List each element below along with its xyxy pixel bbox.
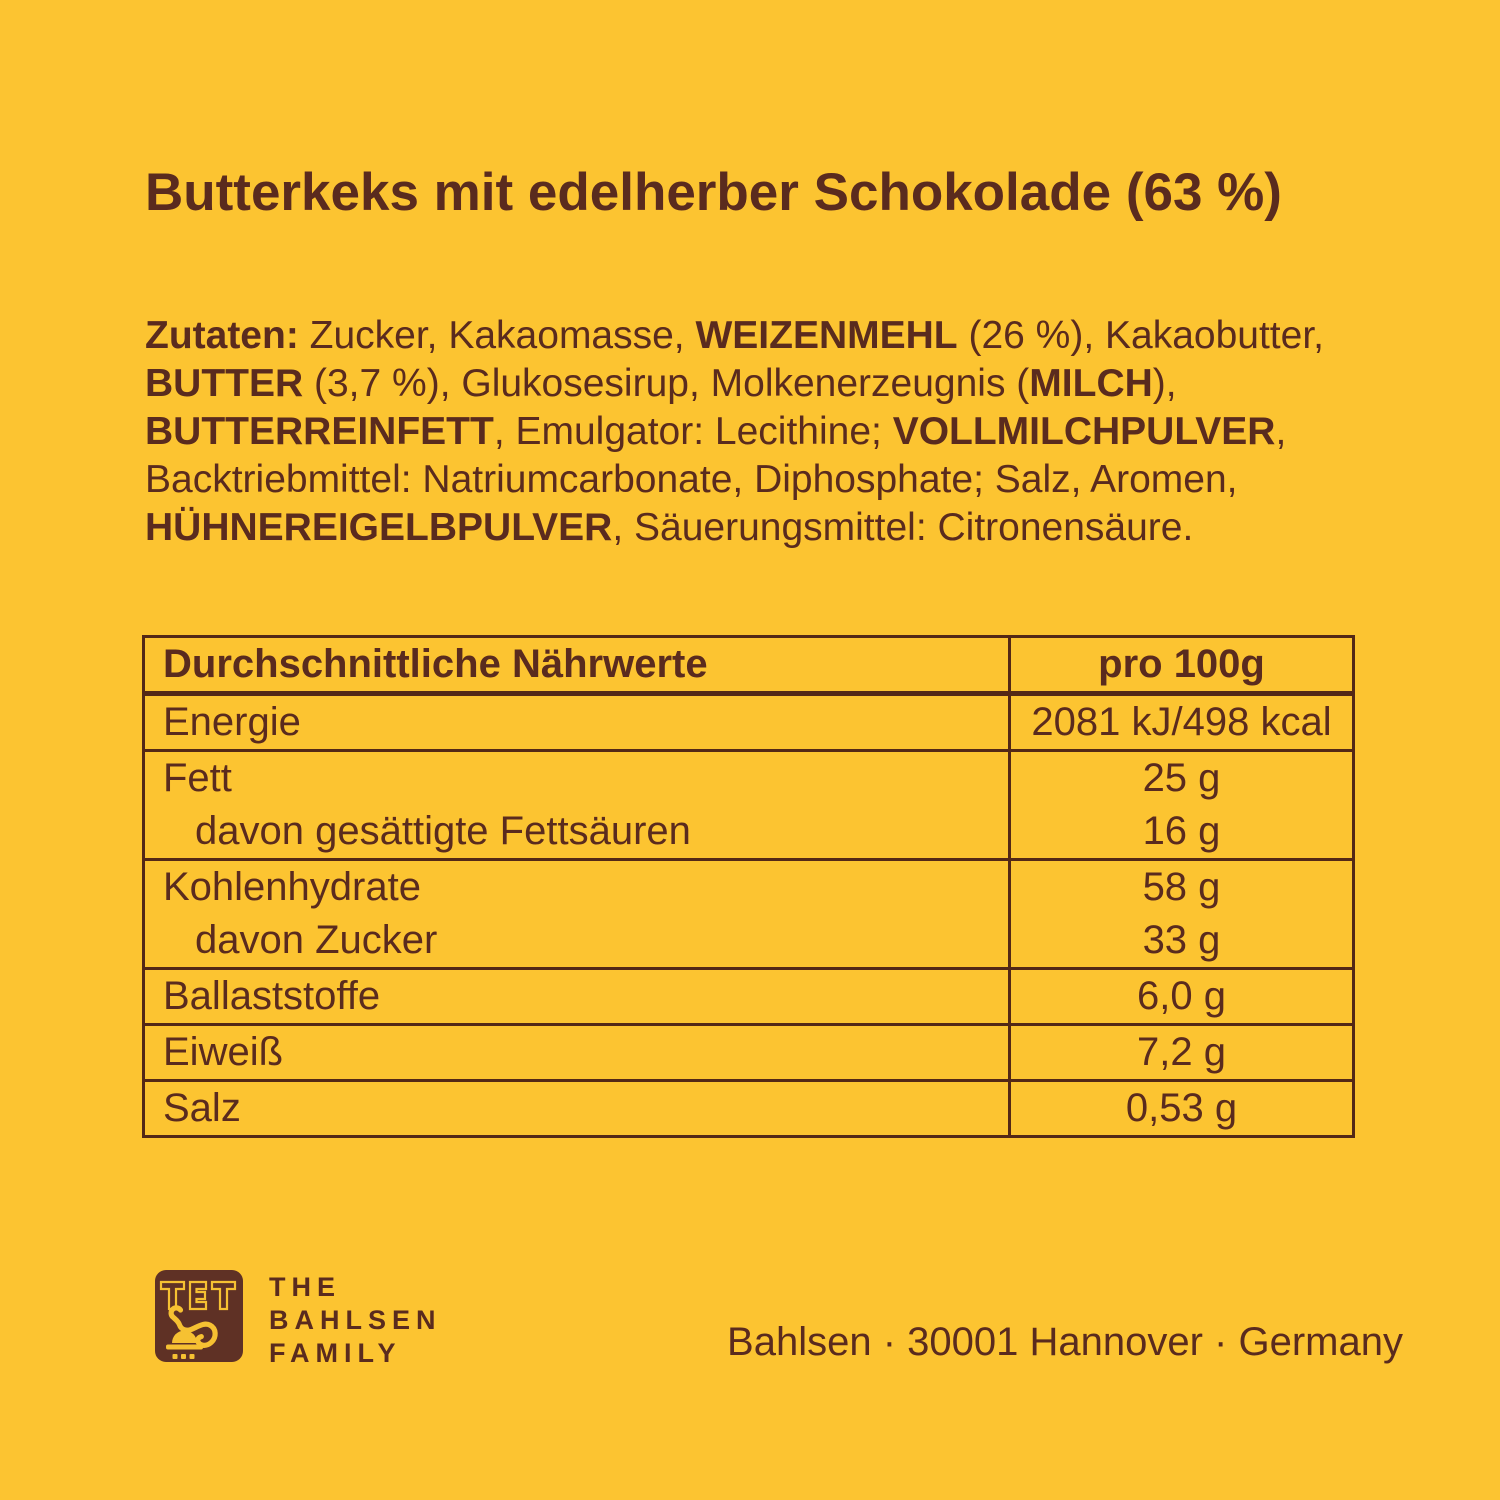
table-row bbox=[145, 749, 1352, 805]
nutrient-label: davon Zucker bbox=[195, 918, 438, 962]
ingredient-segment: BUTTER bbox=[145, 362, 304, 405]
ingredient-segment: , Emulgator: Lecithine; bbox=[493, 410, 893, 453]
ingredients-paragraph bbox=[145, 312, 1405, 552]
ingredient-segment: (3,7 %), Glukosesirup, Molkenerzeugnis ( bbox=[303, 362, 1030, 405]
table-header-value: pro 100g bbox=[1008, 638, 1352, 691]
product-title: Butterkeks mit edelherber Schokolade (63 %) bbox=[145, 163, 1282, 222]
nutrient-value: 58 g bbox=[1008, 861, 1352, 914]
brand-line: BAHLSEN bbox=[269, 1305, 442, 1335]
nutrient-label: Kohlenhydrate bbox=[163, 865, 421, 909]
nutrient-value: 2081 kJ/498 kcal bbox=[1008, 696, 1352, 749]
brand-line: THE bbox=[269, 1272, 341, 1302]
table-header-row bbox=[145, 638, 1352, 693]
ingredients-line bbox=[145, 408, 1405, 456]
table-row bbox=[145, 1023, 1352, 1079]
brand-line: FAMILY bbox=[269, 1338, 402, 1368]
table-row bbox=[145, 858, 1352, 914]
ingredient-segment: BUTTERREINFETT bbox=[145, 410, 494, 453]
brand-name bbox=[269, 1270, 442, 1370]
table-row bbox=[145, 1079, 1352, 1135]
ingredient-segment: , Säuerungsmittel: Citronensäure. bbox=[612, 506, 1194, 549]
nutrient-value: 33 g bbox=[1008, 914, 1352, 967]
nutrient-value: 6,0 g bbox=[1008, 970, 1352, 1023]
table-row bbox=[145, 805, 1352, 858]
table-row bbox=[145, 967, 1352, 1023]
table-row bbox=[145, 914, 1352, 967]
ingredient-segment: HÜHNEREIGELBPULVER bbox=[145, 506, 613, 549]
ingredient-segment: MILCH bbox=[1029, 362, 1153, 405]
nutrition-table-body bbox=[145, 693, 1352, 1135]
manufacturer-address: Bahlsen · 30001 Hannover · Germany bbox=[727, 1320, 1403, 1364]
ingredients-line bbox=[145, 360, 1405, 408]
ingredient-segment: Zucker, Kakaomasse, bbox=[298, 314, 696, 357]
nutrient-label: davon gesättigte Fettsäuren bbox=[195, 809, 691, 853]
ingredient-segment: ), bbox=[1152, 362, 1177, 405]
nutrition-table bbox=[142, 635, 1355, 1138]
nutrient-value: 16 g bbox=[1008, 805, 1352, 858]
ingredient-segment: Zutaten: bbox=[145, 314, 299, 357]
nutrient-label: Ballaststoffe bbox=[163, 974, 381, 1018]
tet-logo-icon bbox=[155, 1270, 243, 1362]
ingredient-segment: (26 %), Kakaobutter, bbox=[957, 314, 1325, 357]
nutrient-label: Fett bbox=[163, 756, 232, 800]
nutrient-label: Salz bbox=[163, 1086, 241, 1130]
nutrient-value: 7,2 g bbox=[1008, 1026, 1352, 1079]
nutrient-value: 0,53 g bbox=[1008, 1082, 1352, 1135]
ingredient-segment: VOLLMILCHPULVER bbox=[892, 410, 1276, 453]
ingredient-segment: Backtriebmittel: Natriumcarbonate, Diphosphate; Salz, Aromen, bbox=[145, 458, 1238, 501]
table-row bbox=[145, 693, 1352, 749]
nutrient-label: Energie bbox=[163, 700, 301, 744]
brand-logo bbox=[155, 1270, 442, 1370]
nutrient-value: 25 g bbox=[1008, 752, 1352, 805]
ingredients-line bbox=[145, 504, 1405, 552]
ingredients-line bbox=[145, 456, 1405, 504]
ingredient-segment: WEIZENMEHL bbox=[695, 314, 958, 357]
ingredient-segment: , bbox=[1275, 410, 1287, 453]
ingredients-line bbox=[145, 312, 1405, 360]
table-header-label: Durchschnittliche Nährwerte bbox=[163, 642, 708, 686]
nutrient-label: Eiweiß bbox=[163, 1030, 284, 1074]
